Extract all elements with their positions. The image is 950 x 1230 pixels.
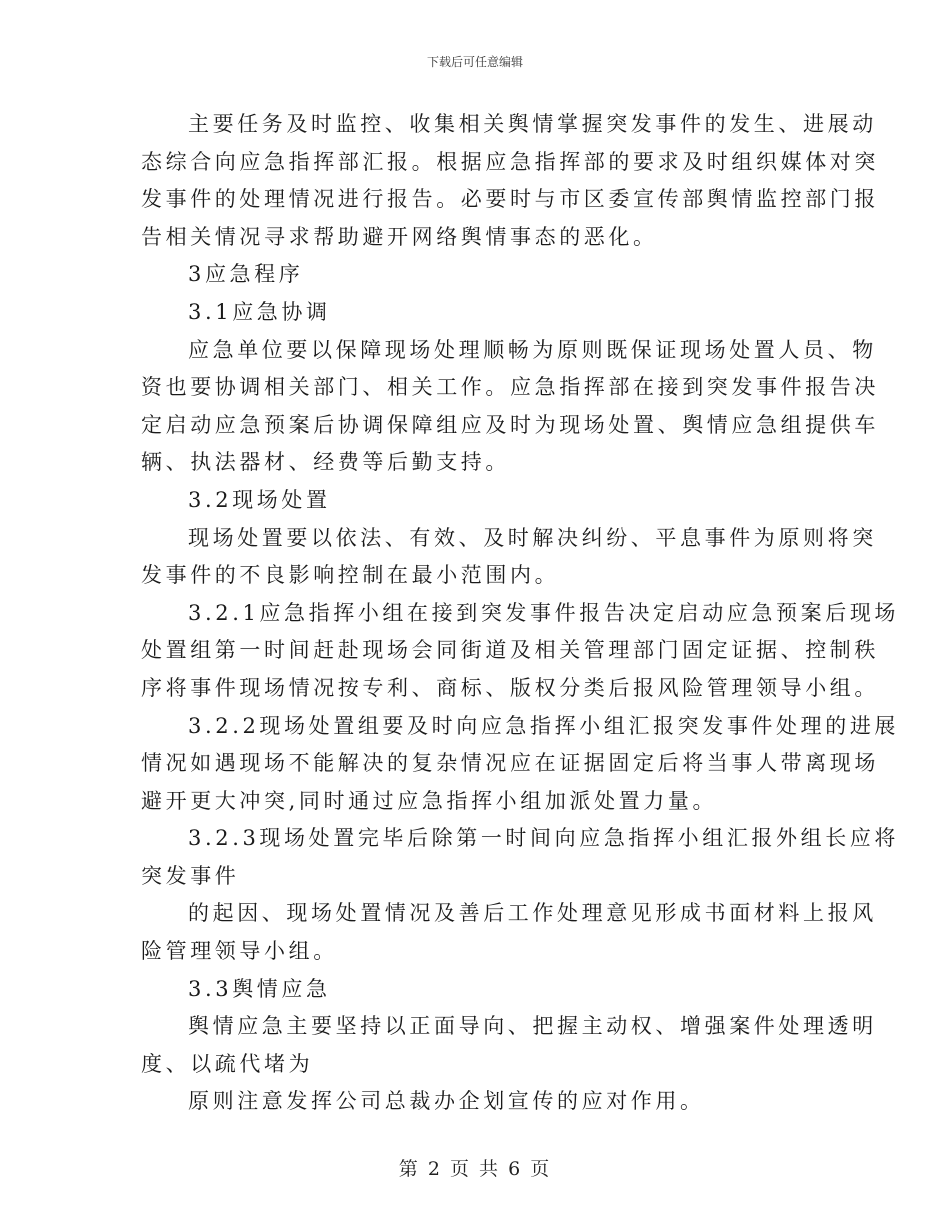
paragraph-line: 态综合向应急指挥部汇报。根据应急指挥部的要求及时组织媒体对突 xyxy=(141,149,879,174)
footer-suffix: 页 xyxy=(530,1158,552,1180)
paragraph-line: 序将事件现场情况按专利、商标、版权分类后报风险管理领导小组。 xyxy=(141,675,879,700)
page-header: 下载后可任意编辑 xyxy=(426,55,523,69)
current-page-number: 2 xyxy=(427,1158,442,1180)
footer-prefix: 第 xyxy=(398,1158,420,1180)
paragraph-line: 定启动应急预案后协调保障组应及时为现场处置、舆情应急组提供车 xyxy=(141,412,879,437)
paragraph-line: 3.2.2现场处置组要及时向应急指挥小组汇报突发事件处理的进展 xyxy=(188,713,900,738)
paragraph-line: 度、以疏代堵为 xyxy=(141,1051,314,1076)
paragraph-line: 发事件的不良影响控制在最小范围内。 xyxy=(141,563,560,588)
paragraph-line: 险管理领导小组。 xyxy=(141,939,338,964)
paragraph-line: 处置组第一时间赶赴现场会同街道及相关管理部门固定证据、控制秩 xyxy=(141,638,879,663)
page-footer xyxy=(0,1154,950,1181)
paragraph-line: 应急单位要以保障现场处理顺畅为原则既保证现场处置人员、物 xyxy=(188,337,877,362)
document-body xyxy=(141,106,900,1121)
section-heading: 3.1应急协调 xyxy=(188,299,331,324)
paragraph-line: 主要任务及时监控、收集相关舆情掌握突发事件的发生、进展动 xyxy=(188,112,877,136)
paragraph-line: 的起因、现场处置情况及善后工作处理意见形成书面材料上报风 xyxy=(188,901,877,926)
paragraph-line: 现场处置要以依法、有效、及时解决纠纷、平息事件为原则将突 xyxy=(188,525,877,550)
paragraph-line: 原则注意发挥公司总裁办企划宣传的应对作用。 xyxy=(188,1089,705,1114)
footer-middle: 页 共 xyxy=(449,1158,501,1180)
paragraph-line: 告相关情况寻求帮助避开网络舆情事态的恶化。 xyxy=(141,224,658,249)
paragraph-line: 辆、执法器材、经费等后勤支持。 xyxy=(141,450,510,475)
paragraph-line: 突发事件 xyxy=(141,863,240,888)
paragraph-line: 避开更大冲突,同时通过应急指挥小组加派处置力量。 xyxy=(141,788,718,813)
paragraph-line: 情况如遇现场不能解决的复杂情况应在证据固定后将当事人带离现场 xyxy=(141,751,879,776)
section-heading: 3.3舆情应急 xyxy=(188,976,331,1001)
paragraph-line: 资也要协调相关部门、相关工作。应急指挥部在接到突发事件报告决 xyxy=(141,375,879,400)
paragraph-line: 发事件的处理情况进行报告。必要时与市区委宣传部舆情监控部门报 xyxy=(141,187,879,212)
paragraph-line: 3.2.1应急指挥小组在接到突发事件报告决定启动应急预案后现场 xyxy=(188,600,900,625)
total-page-number: 6 xyxy=(508,1158,523,1180)
section-heading: 3.2现场处置 xyxy=(188,487,331,512)
section-heading: 3应急程序 xyxy=(188,262,304,287)
paragraph-line: 舆情应急主要坚持以正面导向、把握主动权、增强案件处理透明 xyxy=(188,1014,877,1039)
paragraph-line: 3.2.3现场处置完毕后除第一时间向应急指挥小组汇报外组长应将 xyxy=(188,826,900,851)
